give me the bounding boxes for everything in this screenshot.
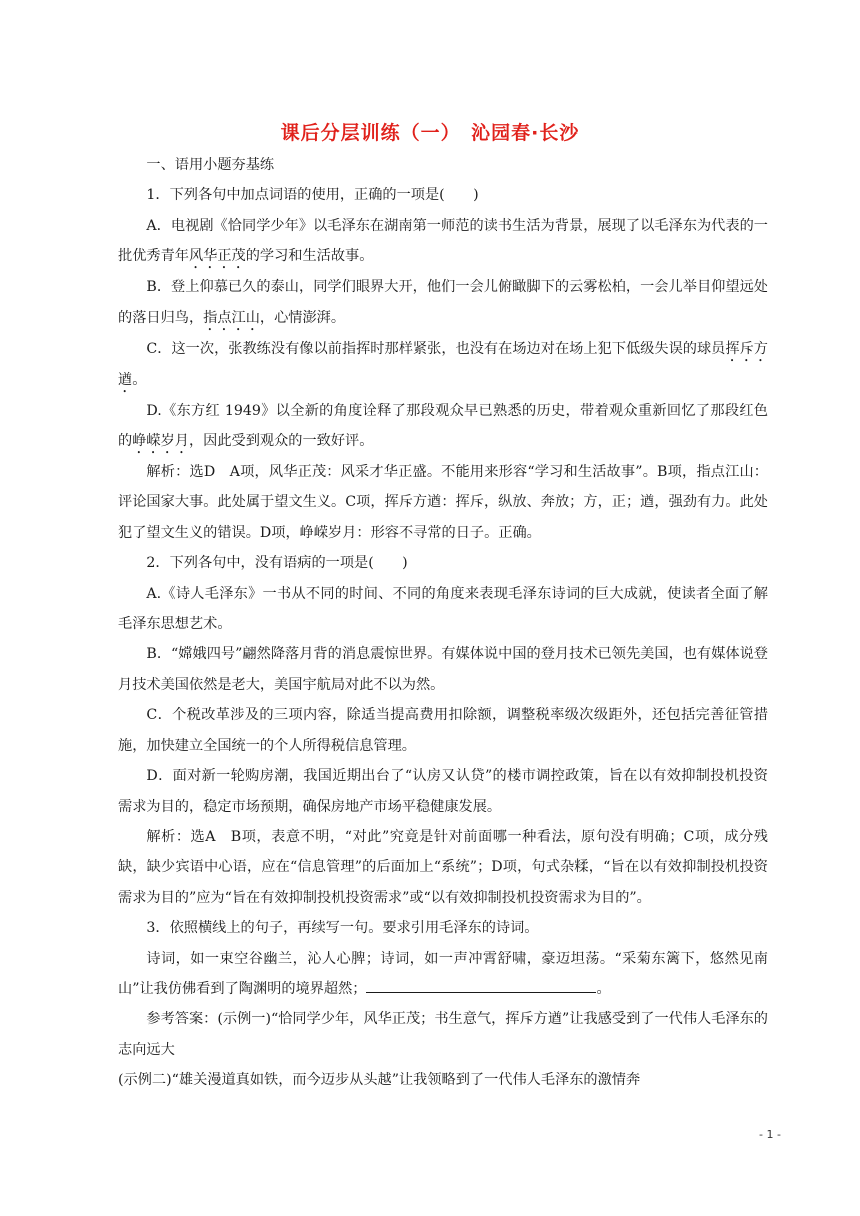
q1-d-tail: ，因此受到观众的一致好评。	[188, 433, 374, 450]
document-body	[118, 150, 768, 1096]
q2-stem: 2．下列各句中，没有语病的一项是( )	[146, 555, 408, 572]
q1-b-tail: ，心情澎湃。	[259, 309, 346, 326]
q2-option-b: B．“嫦娥四号”翩然降落月背的消息震惊世界。有媒体说中国的登月技术已领先美国，也有媒体说登月技术美国依然是老大，美国宇航局对此不以为然。	[118, 646, 768, 693]
q2-option-d: D．面对新一轮购房潮，我国近期出台了“认房又认贷”的楼市调控政策，旨在以有效抑制投机投资需求为目的，稳定市场预期，确保房地产市场平稳健康发展。	[118, 768, 768, 815]
q3-body-end: 。	[596, 980, 611, 997]
q2-option-a: A.《诗人毛泽东》一书从不同的时间、不同的角度来表现毛泽东诗词的巨大成就，使读者全面了解毛泽东思想艺术。	[118, 585, 768, 633]
q1-c-text: C．这一次，张教练没有像以前指挥时那样紧张，也没有在场边对在场上犯下低级失误的球员	[146, 340, 726, 357]
q3-answer-2: (示例二)“雄关漫道真如铁，而今迈步从头越”让我领略到了一代伟人毛泽东的激情奔	[118, 1072, 641, 1089]
q1-stem: 1．下列各句中加点词语的使用，正确的一项是( )	[146, 187, 479, 204]
q1-a-tail: 的学习和生活故事。	[245, 248, 374, 265]
q1-option-b	[118, 272, 768, 333]
q1-c-marked: 挥斥方遒	[118, 340, 768, 388]
q1-b-text: B．登上仰慕已久的泰山，同学们眼界大开，他们一会儿俯瞰脚下的云雾松柏，一会儿举目仰望远处的落日归鸟，	[118, 279, 768, 326]
q1-b-marked: 指点江山	[203, 309, 260, 326]
q1-a-text: A．电视剧《恰同学少年》以毛泽东在湖南第一师范的读书生活为背景，展现了以毛泽东为代表的一批优秀青年	[118, 217, 768, 265]
document-title: 课后分层训练（一） 沁园春·长沙	[280, 122, 580, 144]
q3-body-text: 诗词，如一束空谷幽兰，沁人心脾；诗词，如一声冲霄舒啸，豪迈坦荡。“采菊东篱下，悠然见南山”让我仿佛看到了陶渊明的境界超然；	[118, 950, 768, 997]
answer-blank-line	[366, 978, 596, 993]
q1-option-c	[118, 334, 768, 396]
q1-analysis: 解析：选D A项，风华正茂：风采才华正盛。不能用来形容“学习和生活故事”。B项，指点江山：评论国家大事。此处属于望文生义。C项，挥斥方遒：挥斥，纵放、奔放；方，正；遒，强劲有力。此处犯了望文生义的错误。D项，峥嵘岁月：形容不寻常的日子。正确。	[118, 464, 768, 541]
section-heading: 一、语用小题夯基练	[146, 157, 275, 173]
q1-c-tail: 。	[132, 371, 147, 388]
q3-body	[118, 944, 768, 1005]
page-number: - 1 -	[759, 1128, 781, 1141]
q1-d-text: D.《东方红 1949》以全新的角度诠释了那段观众早已熟悉的历史，带着观众重新回忆了那段红色的	[118, 402, 768, 450]
q2-analysis: 解析：选A B项，表意不明，“对此”究竟是针对前面哪一种看法，原句没有明确；C项，成分残缺，缺少宾语中心语，应在“信息管理”的后面加上“系统”；D项，句式杂糅，“旨在以有效抑制投机投资需求为目的”应为“旨在有效抑制投机投资需求”或“以有效抑制投机投资需求为目的”。	[118, 828, 768, 906]
q1-option-d	[118, 396, 768, 457]
q1-a-marked: 风华正茂	[188, 248, 246, 265]
q1-d-marked: 峥嵘岁月	[132, 433, 189, 450]
q1-option-a	[118, 211, 768, 272]
q3-answer-1: 参考答案：(示例一)“恰同学少年，风华正茂；书生意气，挥斥方遒”让我感受到了一代伟人毛泽东的志向远大	[118, 1011, 768, 1058]
q3-stem: 3．依照横线上的句子，再续写一句。要求引用毛泽东的诗词。	[146, 920, 539, 937]
q2-option-c: C．个税改革涉及的三项内容，除适当提高费用扣除额，调整税率级次级距外，还包括完善征管措施，加快建立全国统一的个人所得税信息管理。	[118, 707, 768, 754]
